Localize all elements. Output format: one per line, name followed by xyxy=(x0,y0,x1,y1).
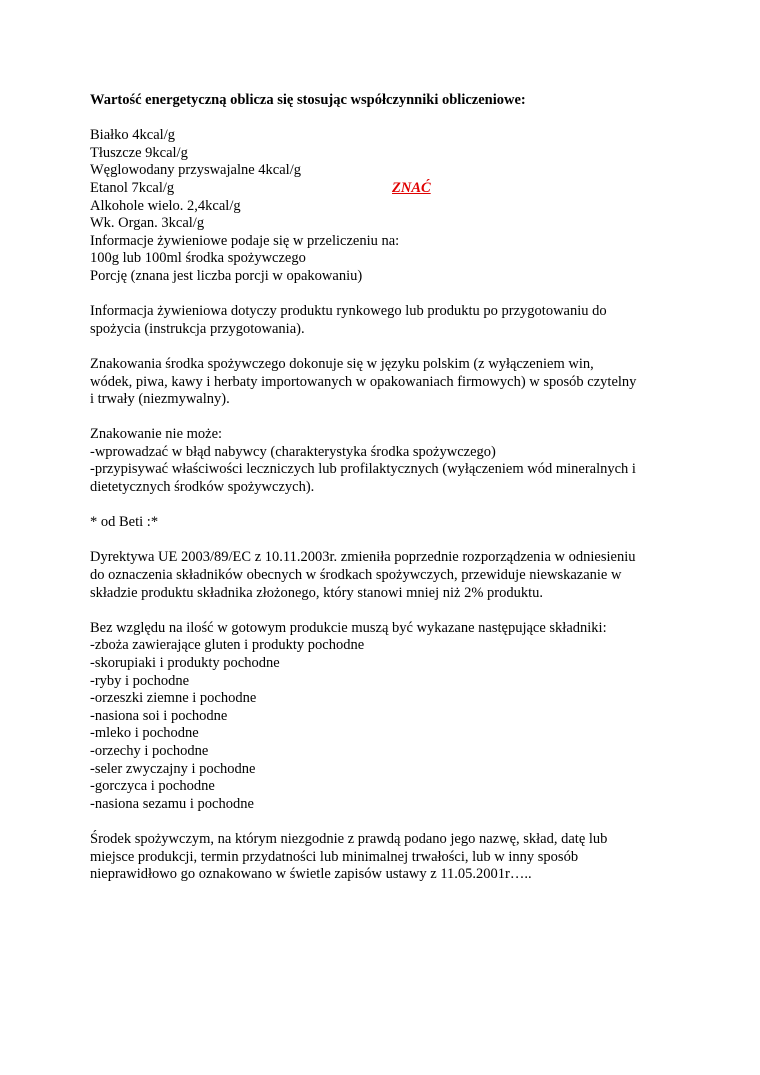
factor-line: Wk. Organ. 3kcal/g xyxy=(90,215,205,232)
factor-line: 100g lub 100ml środka spożywczego xyxy=(90,250,306,267)
factor-line: Węglowodany przyswajalne 4kcal/g xyxy=(90,162,301,179)
text-line: spożycia (instrukcja przygotowania). xyxy=(90,320,305,337)
allergen-item: -orzechy i pochodne xyxy=(90,742,209,759)
allergen-item: -nasiona soi i pochodne xyxy=(90,707,228,724)
text-line: dietetycznych środków spożywczych). xyxy=(90,479,315,496)
labelling-restrictions-paragraph xyxy=(90,426,690,496)
allergen-item: -seler zwyczajny i pochodne xyxy=(90,760,256,777)
allergen-item: -nasiona sezamu i pochodne xyxy=(90,795,254,812)
factor-line: Tłuszcze 9kcal/g xyxy=(90,144,188,161)
allergen-item: -orzeszki ziemne i pochodne xyxy=(90,690,257,707)
factor-line: Porcję (znana jest liczba porcji w opakowaniu) xyxy=(90,267,363,284)
labelling-paragraph xyxy=(90,356,690,409)
factor-line: Alkohole wielo. 2,4kcal/g xyxy=(90,197,241,214)
text-line: nieprawidłowo go oznakowano w świetle zapisów ustawy z 11.05.2001r….. xyxy=(90,866,532,883)
info-paragraph xyxy=(90,303,690,338)
text-line: miejsce produkcji, termin przydatności lub minimalnej trwałości, lub w inny sposób xyxy=(90,848,579,865)
text-line: do oznaczenia składników obecnych w środkach spożywczych, przewiduje niewskazanie w xyxy=(90,567,622,584)
text-line: i trwały (niezmywalny). xyxy=(90,391,230,408)
text-line: Informacja żywieniowa dotyczy produktu rynkowego lub produktu po przygotowaniu do xyxy=(90,303,607,320)
allergen-item: -ryby i pochodne xyxy=(90,672,190,689)
allergen-item: -gorczyca i pochodne xyxy=(90,778,215,795)
allergen-item: -skorupiaki i produkty pochodne xyxy=(90,655,280,671)
directive-paragraph xyxy=(90,549,690,602)
energy-factors-block xyxy=(90,127,690,285)
page-heading: Wartość energetyczną oblicza się stosując współczynniki obliczeniowe: xyxy=(90,92,526,108)
text-line: Znakowania środka spożywczego dokonuje się w języku polskim (z wyłączeniem win, xyxy=(90,355,594,372)
od-beti-line: * od Beti :* xyxy=(90,514,159,531)
factor-line: Informacje żywieniowe podaje się w przeliczeniu na: xyxy=(90,232,400,249)
text-line: -przypisywać właściwości leczniczych lub profilaktycznych (wyłączeniem wód mineralnych i xyxy=(90,461,636,478)
text-line: Znakowanie nie może: xyxy=(90,426,223,443)
text-line: Bez względu na ilość w gotowym produkcie muszą być wykazane następujące składniki: xyxy=(90,619,607,636)
factor-line-etanol xyxy=(90,180,690,198)
factor-etanol-text: Etanol 7kcal/g xyxy=(90,179,175,196)
allergen-item: -mleko i pochodne xyxy=(90,725,199,742)
znac-label: ZNAĆ xyxy=(392,179,431,196)
text-line: składzie produktu składnika złożonego, który stanowi mniej niż 2% produktu. xyxy=(90,584,544,601)
text-line: Dyrektywa UE 2003/89/EC z 10.11.2003r. zmieniła poprzednie rozporządzenia w odniesieniu xyxy=(90,549,636,566)
document-page xyxy=(90,92,690,901)
text-line: Środek spożywczym, na którym niezgodnie z prawdą podano jego nazwę, skład, datę lub xyxy=(90,830,608,847)
text-line: wódek, piwa, kawy i herbaty importowanych w opakowaniach firmowych) w sposób czytelny xyxy=(90,373,637,390)
factor-line: Białko 4kcal/g xyxy=(90,127,175,144)
allergen-item: -zboża zawierające gluten i produkty pochodne xyxy=(90,637,365,654)
allergens-paragraph xyxy=(90,620,690,814)
text-line: -wprowadzać w błąd nabywcy (charakterystyka środka spożywczego) xyxy=(90,443,496,460)
mislabelled-product-paragraph xyxy=(90,831,690,884)
